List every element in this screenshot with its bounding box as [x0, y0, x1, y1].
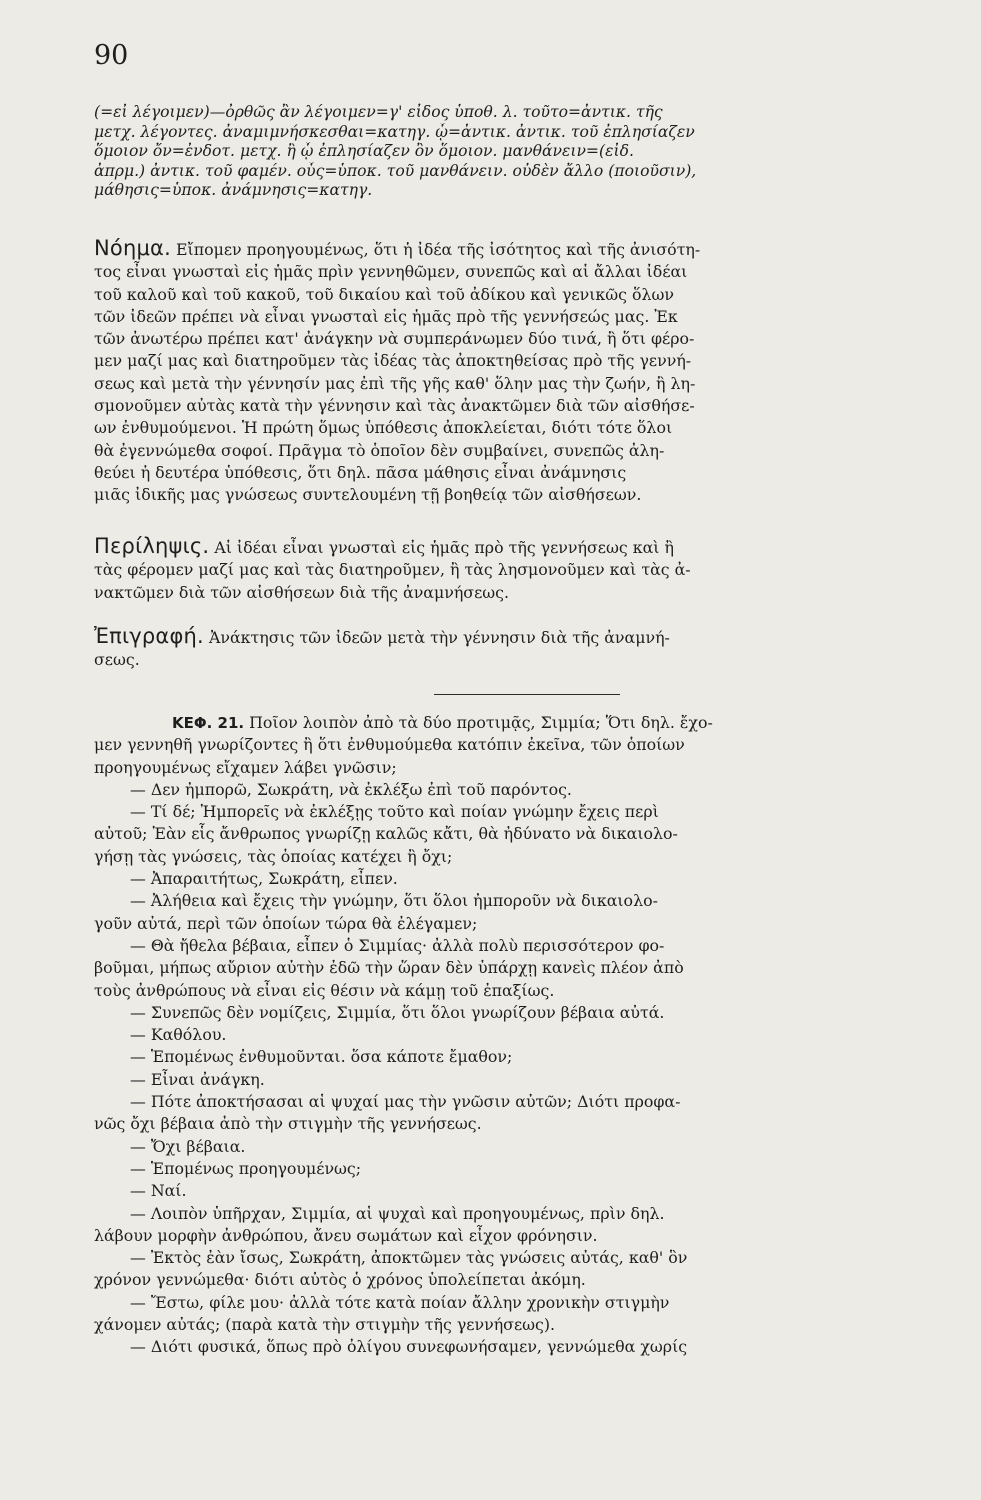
dialogue-line: — Ἀλήθεια καὶ ἔχεις τὴν γνώμην, ὅτι ὅλοι ἠμποροῦν νὰ δικαιολο- — [130, 891, 658, 911]
dialogue-line: — Τί δέ; Ἠμπορεῖς νὰ ἐκλέξῃς τοῦτο καὶ ποίαν γνώμην ἔχεις περὶ — [130, 802, 659, 822]
section-epigrafi — [94, 625, 896, 672]
chapter-first-line: Ποῖον λοιπὸν ἀπὸ τὰ δύο προτιμᾷς, Σιμμία; Ὅτι δηλ. ἔχο- — [249, 713, 713, 732]
text-line: τοῦ καλοῦ καὶ τοῦ κακοῦ, τοῦ δικαίου καὶ τοῦ ἀδίκου καὶ γενικῶς ὅλων — [94, 284, 675, 304]
grammar-notes — [94, 103, 896, 201]
perilipsis-first-line: Αἱ ἰδέαι εἶναι γνωσταὶ εἰς ἡμᾶς πρὸ τῆς γεννήσεως καὶ ἢ — [214, 538, 674, 557]
text-line: ων ἐνθυμούμενοι. Ἡ πρώτη ὅμως ὑπόθεσις ἀποκλείεται, διότι τότε ὅλοι — [94, 418, 673, 438]
perilipsis-text — [94, 559, 896, 604]
epigrafi-heading: Ἐπιγραφή. — [94, 625, 204, 648]
dialogue-line: — Ἐκτὸς ἐὰν ἴσως, Σωκράτη, ἀποκτῶμεν τὰς γνώσεις αὐτάς, καθ' ὃν — [130, 1248, 688, 1268]
text-line: μεν γεννηθῆ γνωρίζοντες ἢ ὅτι ἐνθυμούμεθα κατόπιν ἐκεῖνα, τῶν ὁποίων — [94, 735, 685, 755]
noima-first-line: Εἴπομεν προηγουμένως, ὅτι ἡ ἰδέα τῆς ἰσότητος καὶ τῆς ἀνισότη- — [175, 240, 701, 259]
text-line: τοὺς ἀνθρώπους νὰ εἶναι εἰς θέσιν νὰ κάμῃ τοῦ ἐπαξίως. — [94, 980, 555, 1000]
dialogue-line: — Θὰ ἤθελα βέβαια, εἶπεν ὁ Σιμμίας· ἀλλὰ πολὺ περισσότερον φο- — [130, 935, 665, 955]
text-line: αὐτοῦ; Ἐὰν εἷς ἄνθρωπος γνωρίζῃ καλῶς κἄτι, θὰ ἠδύνατο νὰ δικαιολο- — [94, 824, 678, 844]
epigrafi-first-line: Ἀνάκτησις τῶν ἰδεῶν μετὰ τὴν γέννησιν διὰ τῆς ἀναμνή- — [208, 628, 670, 647]
text-line: νῶς ὄχι βέβαια ἀπὸ τὴν στιγμὴν τῆς γεννήσεως. — [94, 1114, 482, 1134]
noima-text — [94, 261, 896, 506]
text-line: προηγουμένως εἴχαμεν λάβει γνῶσιν; — [94, 757, 397, 777]
dialogue-text — [94, 734, 896, 1358]
text-line: σμονοῦμεν αὐτὰς κατὰ τὴν γέννησιν καὶ τὰς ἀνακτῶμεν διὰ τῶν αἰσθήσε- — [94, 396, 695, 416]
section-divider — [434, 694, 620, 695]
note-line: (=εἰ λέγοιμεν)—ὀρθῶς ἂν λέγοιμεν=γ' εἶδος ὑποθ. λ. τοῦτο=ἀντικ. τῆς — [94, 103, 663, 121]
noima-heading: Νόημα. — [94, 237, 171, 260]
section-noima — [94, 237, 896, 507]
dialogue-line: — Ναί. — [130, 1181, 187, 1201]
text-line: νακτῶμεν διὰ τῶν αἰσθήσεων διὰ τῆς ἀναμνήσεως. — [94, 582, 510, 602]
dialogue-line: — Δεν ἠμπορῶ, Σωκράτη, νὰ ἐκλέξω ἐπὶ τοῦ παρόντος. — [130, 779, 572, 799]
section-perilipsis — [94, 535, 896, 604]
note-line: ἀπρμ.) ἀντικ. τοῦ φαμέν. οὗς=ὑποκ. τοῦ μανθάνειν. οὐδὲν ἄλλο (ποιοῦσιν), — [94, 161, 697, 180]
text-line: τῶν ἀνωτέρω πρέπει κατ' ἀνάγκην νὰ συμπεράνωμεν δύο τινά, ἢ ὅτι φέρο- — [94, 329, 695, 349]
dialogue-line: — Πότε ἀποκτήσασαι αἱ ψυχαί μας τὴν γνῶσιν αὐτῶν; Διότι προφα- — [130, 1092, 681, 1112]
dialogue-line: — Ἀπαραιτήτως, Σωκράτη, εἶπεν. — [130, 869, 398, 889]
dialogue-line: — Διότι φυσικά, ὅπως πρὸ ὀλίγου συνεφωνήσαμεν, γεννώμεθα χωρίς — [130, 1337, 688, 1357]
text-line: τὰς φέρομεν μαζί μας καὶ τὰς διατηροῦμεν, ἢ τὰς λησμονοῦμεν καὶ τὰς ἀ- — [94, 560, 691, 580]
text-line: βοῦμαι, μήπως αὔριον αὐτὴν ἐδῶ τὴν ὥραν δὲν ὑπάρχῃ κανεὶς πλέον ἀπὸ — [94, 958, 684, 978]
text-line: τος εἶναι γνωσταὶ εἰς ἡμᾶς πρὶν γεννηθῶμεν, συνεπῶς καὶ αἱ ἄλλαι ἰδέαι — [94, 262, 688, 282]
text-line: λάβουν μορφὴν ἀνθρώπου, ἄνευ σωμάτων καὶ εἶχον φρόνησιν. — [94, 1225, 598, 1245]
dialogue-line: — Λοιπὸν ὑπῆρχαν, Σιμμία, αἱ ψυχαὶ καὶ προηγουμένως, πρὶν δηλ. — [130, 1203, 665, 1223]
text-line: γήσῃ τὰς γνώσεις, τὰς ὁποίας κατέχει ἢ ὄχι; — [94, 846, 453, 866]
text-line: μεν μαζί μας καὶ διατηροῦμεν τὰς ἰδέας τὰς ἀποκτηθείσας πρὸ τῆς γεννή- — [94, 351, 692, 371]
epigrafi-text — [94, 649, 896, 671]
chapter-21 — [94, 712, 896, 1359]
text-line: γοῦν αὐτά, περὶ τῶν ὁποίων τώρα θὰ ἐλέγαμεν; — [94, 913, 478, 933]
page-number: 90 — [94, 40, 129, 71]
dialogue-line: — Ἔστω, φίλε μου· ἀλλὰ τότε κατὰ ποίαν ἄλλην χρονικὴν στιγμὴν — [130, 1292, 670, 1312]
dialogue-line: — Ἑπομένως ἐνθυμοῦνται. ὅσα κάποτε ἔμαθον; — [130, 1047, 513, 1067]
dialogue-line: — Συνεπῶς δὲν νομίζεις, Σιμμία, ὅτι ὅλοι γνωρίζουν βέβαια αὐτά. — [130, 1002, 665, 1022]
note-line: μάθησις=ὑποκ. ἀνάμνησις=κατηγ. — [94, 181, 373, 200]
chapter-label: ΚΕΦ. 21. — [172, 714, 245, 732]
text-line: χάνομεν αὐτάς; (παρὰ κατὰ τὴν στιγμὴν τῆς γεννήσεως). — [94, 1315, 556, 1335]
text-line: σεως καὶ μετὰ τὴν γέννησίν μας ἐπὶ τῆς γῆς καθ' ὅλην μας τὴν ζωήν, ἢ λη- — [94, 373, 696, 393]
dialogue-line: — Ὄχι βέβαια. — [130, 1136, 246, 1156]
note-line: ὅμοιον ὄν=ἐνδοτ. μετχ. ἢ ᾧ ἐπλησίαζεν ὂν ὅμοιον. μανθάνειν=(εἰδ. — [94, 142, 634, 161]
text-line: θεύει ἡ δευτέρα ὑπόθεσις, ὅτι δηλ. πᾶσα μάθησις εἶναι ἀνάμνησις — [94, 462, 627, 482]
text-line: τῶν ἰδεῶν πρέπει νὰ εἶναι γνωσταὶ εἰς ἡμᾶς πρὸ τῆς γεννήσεώς μας. Ἐκ — [94, 306, 678, 326]
dialogue-line: — Ἑπομένως προηγουμένως; — [130, 1158, 362, 1178]
text-line: χρόνον γεννώμεθα· διότι αὐτὸς ὁ χρόνος ὑπολείπεται ἀκόμη. — [94, 1270, 586, 1290]
note-line: μετχ. λέγοντες. ἀναμιμνήσκεσθαι=κατηγ. ᾧ=ἀντικ. ἀντικ. τοῦ ἐπλησίαζεν — [94, 122, 695, 141]
text-line: σεως. — [94, 650, 140, 670]
text-line: θὰ ἐγεννώμεθα σοφοί. Πρᾶγμα τὸ ὁποῖον δὲν συμβαίνει, συνεπῶς ἀλη- — [94, 440, 665, 460]
perilipsis-heading: Περίληψις. — [94, 535, 210, 558]
dialogue-line: — Εἶναι ἀνάγκη. — [130, 1069, 265, 1089]
dialogue-line: — Καθόλου. — [130, 1025, 227, 1045]
text-line: μιᾶς ἰδικῆς μας γνώσεως συντελουμένη τῇ βοηθείᾳ τῶν αἰσθήσεων. — [94, 485, 642, 505]
